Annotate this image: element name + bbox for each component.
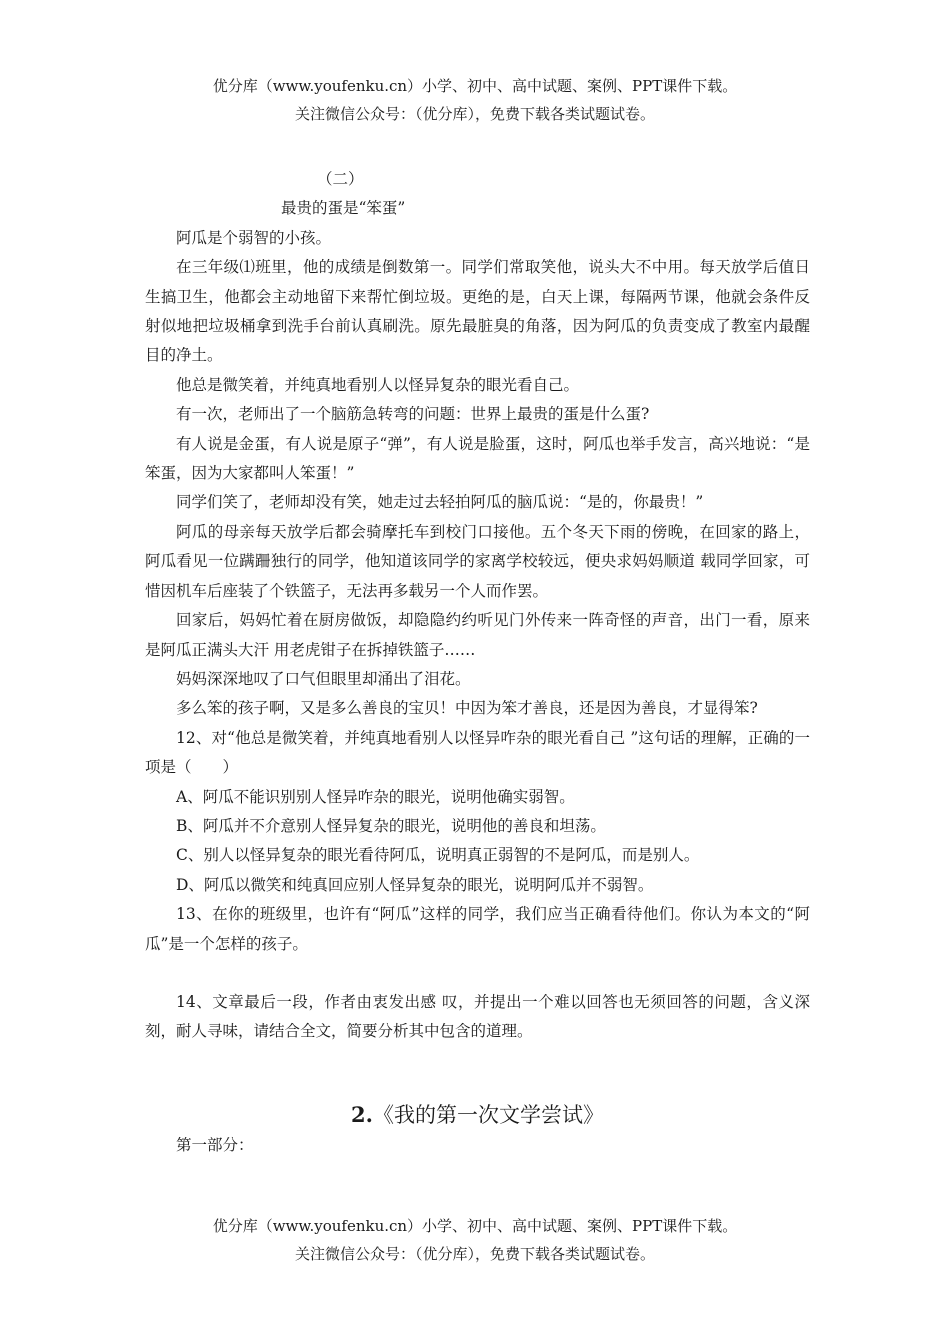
answer-space: [145, 1047, 810, 1099]
footer-line-2: 关注微信公众号：（优分库），免费下载各类试题试卷。: [294, 1245, 655, 1263]
paragraph: 多么笨的孩子啊，又是多么善良的宝贝！中因为笨才善良，还是因为善良，才显得笨?: [176, 699, 758, 718]
paragraph: 阿瓜的母亲每天放学后都会骑摩托车到校门口接他。五个冬天下雨的傍晚，在回家的路上，阿瓜看见一位蹒跚独行的同学，他知道该同学的家离学校较远，便央求妈妈顺道 载同学回家，可惜因机车后座装了个铁篮子，无法再多载另一个人而作罢。: [145, 522, 810, 600]
article-title: 最贵的蛋是“笨蛋”: [281, 199, 406, 218]
question-12-stem: 12、对“他总是微笑着，并纯真地看别人以怪异咋杂的眼光看自己 ”这句话的理解，正确的一项是（ ）: [145, 728, 810, 777]
paragraph: 有人说是金蛋，有人说是原子“弹”，有人说是脸蛋，这时，阿瓜也举手发言，高兴地说：“是笨蛋，因为大家都叫人笨蛋！”: [145, 434, 810, 483]
paragraph: 他总是微笑着，并纯真地看别人以怪异复杂的眼光看自己。: [176, 375, 580, 394]
paragraph: 妈妈深深地叹了口气但眼里却涌出了泪花。: [176, 669, 471, 688]
answer-space: [145, 959, 810, 988]
document-body: [145, 165, 810, 1160]
paragraph: 同学们笑了，老师却没有笑，她走过去轻拍阿瓜的脑瓜说：“是的，你最贵！”: [176, 493, 704, 512]
footer-line-1: 优分库（www.youfenku.cn）小学、初中、高中试题、案例、PPT课件下载。: [212, 1217, 738, 1235]
question-12-option-a: A、阿瓜不能识别别人怪异咋杂的眼光，说明他确实弱智。: [176, 787, 575, 806]
page-header: [0, 72, 950, 128]
section-heading: [145, 1099, 810, 1131]
question-12-option-d: D、阿瓜以微笑和纯真回应别人怪异复杂的眼光，说明阿瓜并不弱智。: [176, 875, 654, 894]
paragraph: 在三年级⑴班里，他的成绩是倒数第一。同学们常取笑他，说头大不中用。每天放学后值日生搞卫生，他都会主动地留下来帮忙倒垃圾。更绝的是，白天上课，每隔两节课，他就会条件反射似地把垃圾桶拿到洗手台前认真刷洗。原先最脏臭的角落，因为阿瓜的负责变成了教室内最醒目的净土。: [145, 258, 810, 365]
question-14: 14、文章最后一段，作者由衷发出感 叹，并提出一个难以回答也无须回答的问题，含义深刻，耐人寻味，请结合全文，简要分析其中包含的道理。: [145, 992, 810, 1041]
part-label: 第一部分：: [176, 1135, 254, 1154]
page-footer: [0, 1212, 950, 1268]
paragraph: 有一次，老师出了一个脑筋急转弯的问题：世界上最贵的蛋是什么蛋?: [176, 405, 650, 424]
paragraph: 阿瓜是个弱智的小孩。: [176, 228, 332, 247]
question-12-option-b: B、阿瓜并不介意别人怪异复杂的眼光，说明他的善良和坦荡。: [176, 816, 606, 835]
question-12-option-c: C、别人以怪异复杂的眼光看待阿瓜，说明真正弱智的不是阿瓜，而是别人。: [176, 846, 700, 865]
section-title: 《我的第一次文学尝试》: [372, 1102, 604, 1127]
header-line-1: 优分库（www.youfenku.cn）小学、初中、高中试题、案例、PPT课件下载。: [212, 77, 738, 95]
section-marker: （二）: [317, 170, 364, 188]
section-number: 2.: [351, 1101, 373, 1127]
question-13: 13、在你的班级里，也许有“阿瓜”这样的同学，我们应当正确看待他们。你认为本文的“阿瓜”是一个怎样的孩子。: [145, 905, 810, 953]
paragraph: 回家后，妈妈忙着在厨房做饭，却隐隐约约听见门外传来一阵奇怪的声音，出门一看，原来是阿瓜正满头大汗 用老虎钳子在拆掉铁篮子……: [145, 611, 810, 659]
header-line-2: 关注微信公众号：（优分库），免费下载各类试题试卷。: [294, 105, 655, 123]
